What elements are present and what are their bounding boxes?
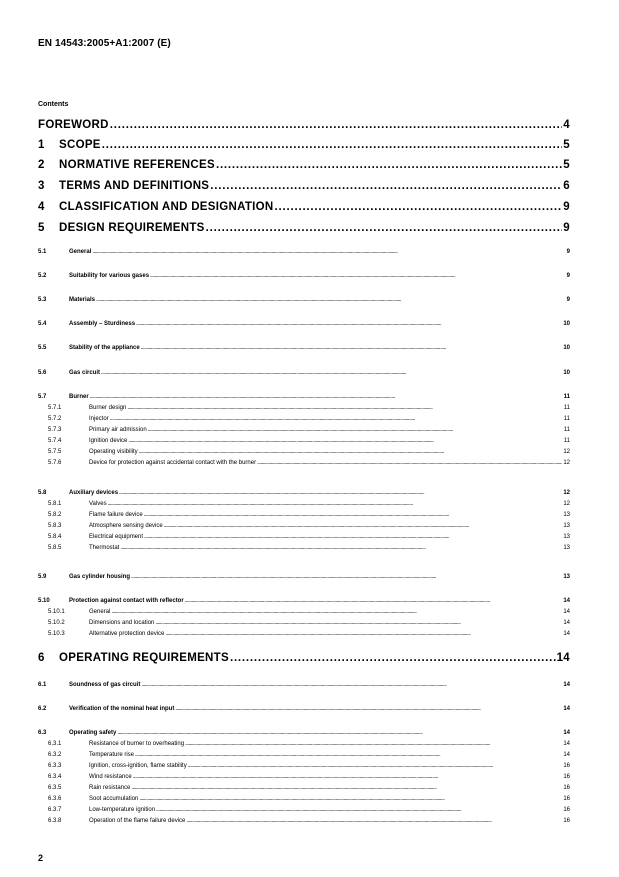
toc-entry-page: 13 [563,534,570,540]
toc-entry-page: 6 [563,180,570,192]
toc-entry-number: 6.3.8 [48,818,62,824]
toc-entry[interactable] [38,180,570,192]
toc-entry-number: 5.7 [38,394,47,400]
toc-entry-page: 11 [563,394,570,400]
toc-entry-number: 5.8.4 [48,534,62,540]
toc-entry-number: 3 [38,180,45,192]
toc-entry[interactable] [48,631,570,637]
toc-dot-leader [135,752,562,758]
toc-entry-title: Protection against contact with reflector [69,598,184,604]
toc-entry-page: 14 [563,730,570,736]
page-number: 2 [38,853,44,863]
toc-entry-number: 5.8.2 [48,512,62,518]
toc-entry-title: Primary air admission [89,427,147,433]
toc-entry-title: Ignition, cross-ignition, flame stability [89,763,187,769]
toc-entry-number: 5.9 [38,574,47,580]
toc-entry-title: Temperature rise [89,752,135,758]
toc-entry-page: 16 [563,796,570,802]
toc-entry-title: Injector [89,416,109,422]
toc-dot-leader [110,119,563,131]
toc-entry-page: 14 [563,598,570,604]
toc-entry-title: Rain resistance [89,785,131,791]
toc-entry-number: 5.2 [38,273,47,279]
toc-entry-page: 4 [563,119,570,131]
toc-dot-leader [108,501,563,507]
toc-entry[interactable] [38,598,570,604]
toc-entry-page: 14 [563,620,570,626]
toc-entry[interactable] [48,545,570,551]
toc-entry-page: 10 [563,321,570,327]
toc-entry-number: 5.10.3 [48,631,65,637]
toc-entry[interactable] [38,682,570,688]
toc-dot-leader [155,620,562,626]
toc-entry-page: 14 [563,752,570,758]
toc-entry-title: Gas circuit [69,370,101,376]
toc-dot-leader [136,321,562,327]
toc-entry[interactable] [38,574,570,580]
toc-dot-leader [141,682,562,688]
toc-entry-page: 11 [563,405,570,411]
toc-entry-page: 5 [563,159,570,171]
toc-entry-number: 5 [38,222,45,234]
toc-entry[interactable] [48,501,570,507]
toc-entry-page: 10 [563,345,570,351]
toc-entry[interactable] [38,139,570,151]
toc-entry-title: Alternative protection device [89,631,165,637]
toc-entry-number: 5.3 [38,297,47,303]
toc-entry[interactable] [48,763,570,769]
toc-entry[interactable] [38,222,570,234]
toc-entry-title: Verification of the nominal heat input [69,706,175,712]
toc-entry-page: 13 [563,545,570,551]
toc-dot-leader [139,796,562,802]
toc-entry[interactable] [48,449,570,455]
toc-entry-number: 6.3.3 [48,763,62,769]
toc-entry-title: Gas cylinder housing [69,574,131,580]
toc-entry-page: 9 [566,273,570,279]
toc-dot-leader [144,512,563,518]
toc-dot-leader [150,273,566,279]
toc-entry-page: 12 [563,501,570,507]
toc-entry-number: 6.1 [38,682,47,688]
toc-entry-title: Assembly – Sturdiness [69,321,136,327]
toc-dot-leader [257,460,562,466]
toc-entry-number: 6.3.7 [48,807,62,813]
toc-entry-number: 5.8.3 [48,523,62,529]
toc-dot-leader [119,490,562,496]
toc-entry-number: 5.8.1 [48,501,62,507]
toc-entry[interactable] [48,512,570,518]
toc-dot-leader [96,297,566,303]
toc-entry[interactable] [48,785,570,791]
toc-entry[interactable] [38,297,570,303]
toc-entry-title: Burner [69,394,89,400]
toc-entry-number: 6 [38,652,45,664]
toc-entry[interactable] [48,523,570,529]
toc-entry-number: 5.7.6 [48,460,62,466]
toc-entry-page: 14 [563,609,570,615]
toc-entry[interactable] [48,818,570,824]
toc-entry-page: 16 [563,763,570,769]
toc-entry-title: Operation of the flame failure device [89,818,186,824]
toc-entry-number: 5.7.2 [48,416,62,422]
toc-dot-leader [185,741,562,747]
toc-entry[interactable] [48,427,570,433]
toc-entry-number: 5.7.4 [48,438,62,444]
toc-dot-leader [131,574,562,580]
toc-entry[interactable] [48,609,570,615]
toc-entry-title: Stability of the appliance [69,345,140,351]
toc-entry-title: General [89,609,111,615]
toc-entry-page: 11 [563,427,570,433]
toc-dot-leader [165,631,562,637]
toc-dot-leader [230,652,556,664]
toc-dot-leader [186,818,562,824]
toc-entry-title: Operating visibility [89,449,138,455]
toc-entry-title: Soundness of gas circuit [69,682,141,688]
toc-entry-title: Auxiliary devices [69,490,119,496]
toc-entry-number: 6.3.6 [48,796,62,802]
toc-dot-leader [164,523,563,529]
toc-entry[interactable] [48,460,570,466]
toc-dot-leader [141,345,563,351]
toc-entry-number: 5.1 [38,249,47,255]
toc-dot-leader [175,706,562,712]
toc-entry-number: 5.7.1 [48,405,62,411]
toc-dot-leader [128,438,562,444]
toc-entry-title: Valves [89,501,107,507]
toc-entry[interactable] [38,706,570,712]
toc-entry[interactable] [48,752,570,758]
toc-entry-number: 5.7.5 [48,449,62,455]
toc-entry[interactable] [48,774,570,780]
toc-entry-number: 5.6 [38,370,47,376]
toc-entry-title: Suitability for various gases [69,273,150,279]
toc-dot-leader [210,180,562,192]
contents-heading: Contents [38,101,69,108]
toc-entry[interactable] [48,796,570,802]
toc-entry-title: Low-temperature ignition [89,807,156,813]
toc-entry-title: Ignition device [89,438,128,444]
toc-entry-number: 6.3 [38,730,47,736]
toc-entry-title: NORMATIVE REFERENCES [59,159,215,171]
toc-entry-number: 5.8 [38,490,47,496]
toc-entry-page: 12 [563,460,570,466]
toc-dot-leader [144,534,562,540]
toc-entry-number: 5.4 [38,321,47,327]
toc-dot-leader [127,405,562,411]
toc-entry-page: 10 [563,370,570,376]
toc-entry-number: 2 [38,159,45,171]
toc-dot-leader [90,394,563,400]
toc-dot-leader [185,598,563,604]
toc-entry-page: 16 [563,774,570,780]
toc-dot-leader [102,139,563,151]
toc-entry[interactable] [48,534,570,540]
toc-dot-leader [133,774,563,780]
toc-dot-leader [148,427,563,433]
toc-entry[interactable] [38,730,570,736]
toc-entry-page: 11 [563,416,570,422]
toc-entry-number: 5.8.5 [48,545,62,551]
document-header: EN 14543:2005+A1:2007 (E) [38,38,171,49]
toc-entry-title: FOREWORD [38,119,109,131]
toc-entry-title: SCOPE [59,139,101,151]
toc-entry-title: Soot accumulation [89,796,139,802]
toc-entry-title: Atmosphere sensing device [89,523,163,529]
toc-entry[interactable] [38,490,570,496]
toc-entry-title: Thermostat [89,545,120,551]
toc-entry[interactable] [38,345,570,351]
toc-entry-title: OPERATING REQUIREMENTS [59,652,229,664]
toc-entry-number: 6.3.5 [48,785,62,791]
toc-entry-title: General [69,249,92,255]
toc-entry[interactable] [38,652,570,664]
toc-entry-title: Wind resistance [89,774,132,780]
toc-entry-page: 11 [563,438,570,444]
toc-entry[interactable] [48,807,570,813]
toc-entry-title: Burner design [89,405,127,411]
toc-entry-number: 6.3.2 [48,752,62,758]
toc-entry-number: 6.2 [38,706,47,712]
toc-dot-leader [111,609,562,615]
toc-entry-page: 16 [563,807,570,813]
toc-entry[interactable] [38,119,570,131]
toc-entry[interactable] [48,416,570,422]
toc-entry-title: CLASSIFICATION AND DESIGNATION [59,201,274,213]
toc-entry-number: 5.10 [38,598,50,604]
toc-entry-number: 6.3.4 [48,774,62,780]
toc-entry-page: 9 [566,249,570,255]
toc-entry-number: 6.3.1 [48,741,62,747]
toc-dot-leader [110,416,563,422]
toc-entry-page: 9 [563,222,570,234]
toc-entry-page: 12 [563,449,570,455]
toc-entry[interactable] [38,394,570,400]
toc-entry-number: 5.7.3 [48,427,62,433]
toc-entry-title: DESIGN REQUIREMENTS [59,222,205,234]
toc-entry-page: 16 [563,785,570,791]
toc-entry-number: 4 [38,201,45,213]
toc-dot-leader [120,545,562,551]
toc-entry-page: 14 [563,631,570,637]
toc-entry-number: 1 [38,139,45,151]
toc-entry-title: Operating safety [69,730,117,736]
toc-entry-number: 5.10.1 [48,609,65,615]
toc-entry-title: TERMS AND DEFINITIONS [59,180,210,192]
toc-entry-title: Flame failure device [89,512,143,518]
toc-dot-leader [117,730,562,736]
toc-entry[interactable] [48,438,570,444]
toc-entry-page: 16 [563,818,570,824]
toc-entry-number: 5.5 [38,345,47,351]
toc-dot-leader [139,449,563,455]
toc-entry-page: 14 [563,741,570,747]
toc-dot-leader [131,785,562,791]
toc-entry-title: Resistance of burner to overheating [89,741,185,747]
toc-entry-page: 13 [563,512,570,518]
toc-entry[interactable] [38,159,570,171]
toc-entry[interactable] [48,620,570,626]
toc-entry-page: 9 [566,297,570,303]
toc-dot-leader [206,222,563,234]
toc-dot-leader [92,249,565,255]
toc-entry[interactable] [38,201,570,213]
toc-entry-page: 14 [563,706,570,712]
toc-entry[interactable] [38,321,570,327]
toc-dot-leader [188,763,563,769]
toc-entry[interactable] [38,249,570,255]
toc-entry-page: 12 [563,490,570,496]
toc-entry-title: Device for protection against accidental contact with the burner [89,460,257,466]
toc-entry-page: 14 [556,652,570,664]
toc-entry-page: 13 [563,574,570,580]
toc-entry-title: Dimensions and location [89,620,155,626]
toc-entry-title: Electrical equipment [89,534,144,540]
toc-entry[interactable] [38,273,570,279]
toc-entry-page: 14 [563,682,570,688]
toc-entry[interactable] [48,405,570,411]
toc-entry[interactable] [38,370,570,376]
toc-dot-leader [275,201,563,213]
toc-entry-number: 5.10.2 [48,620,65,626]
toc-entry-title: Materials [69,297,96,303]
toc-entry-page: 13 [563,523,570,529]
toc-dot-leader [216,159,562,171]
toc-entry[interactable] [48,741,570,747]
toc-entry-page: 9 [563,201,570,213]
toc-dot-leader [156,807,562,813]
toc-entry-page: 5 [563,139,570,151]
toc-dot-leader [101,370,562,376]
